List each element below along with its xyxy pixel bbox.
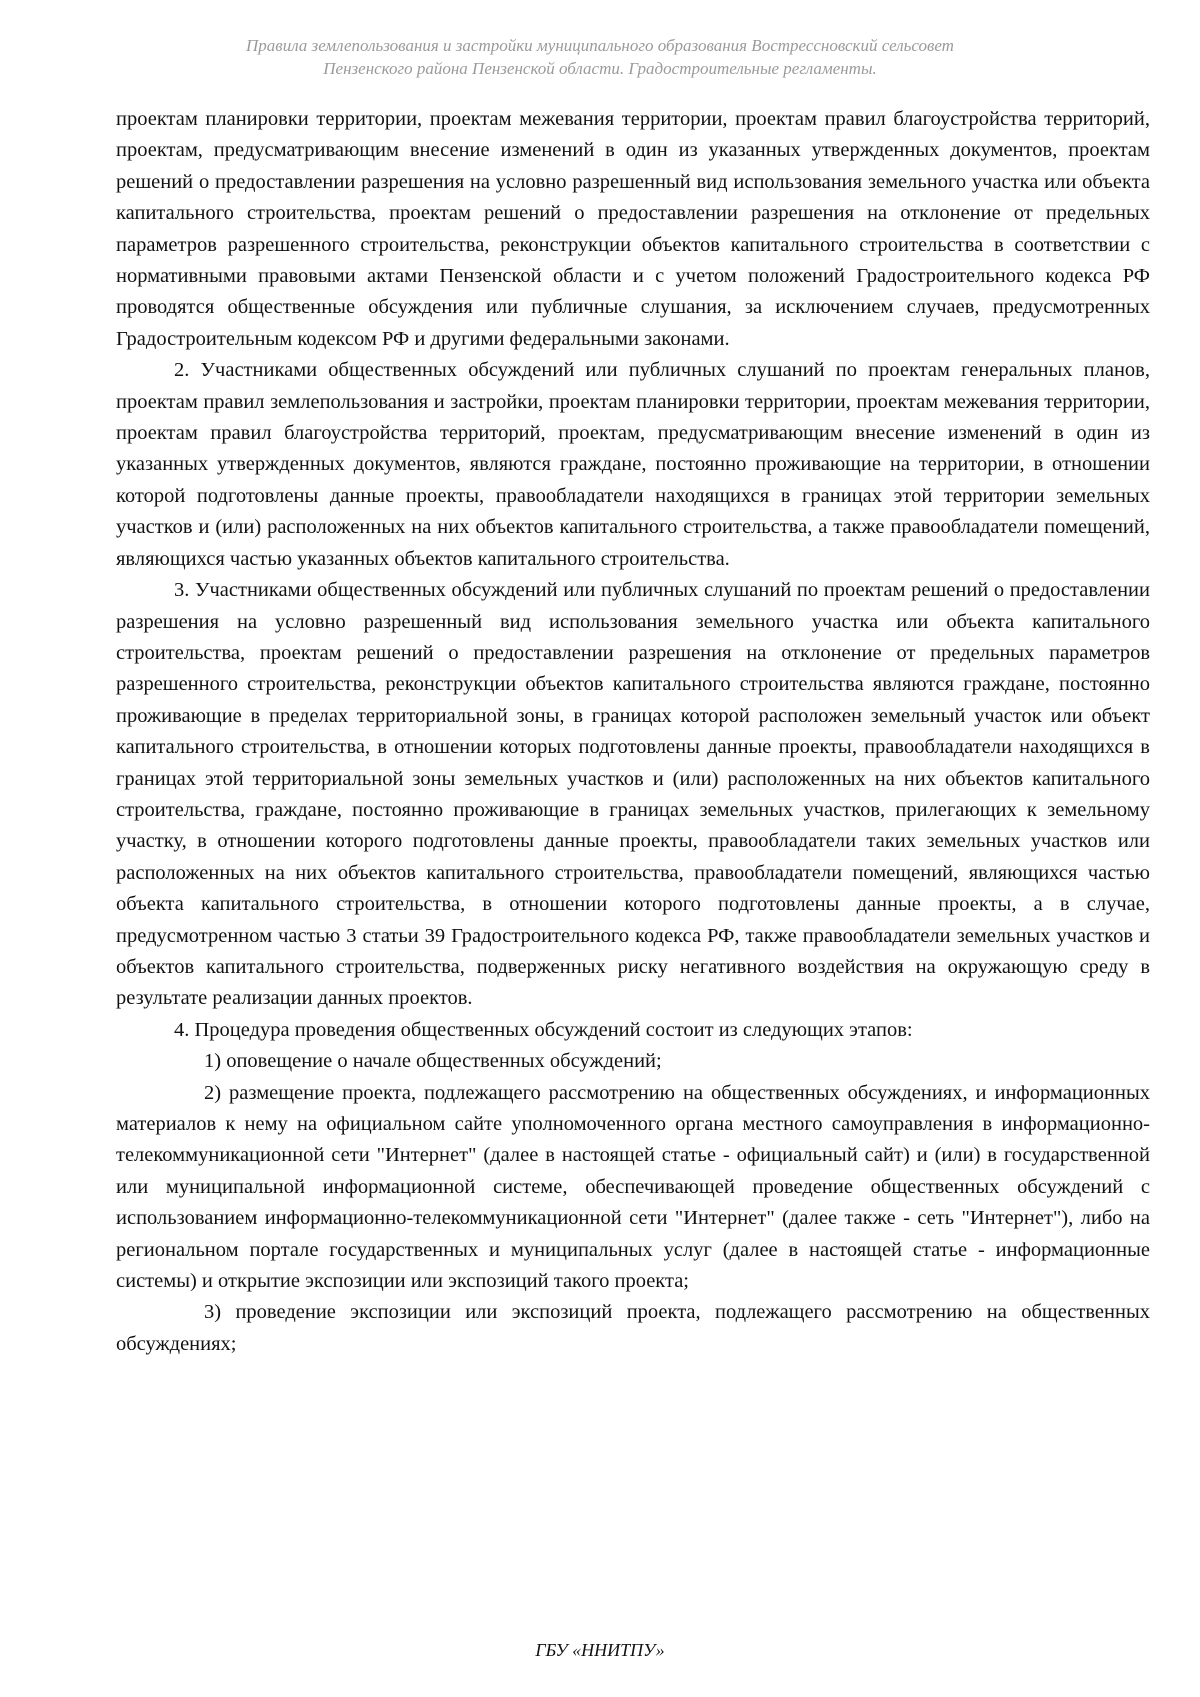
header-line-2: Пензенского района Пензенской области. Градостроительные регламенты. bbox=[323, 59, 877, 78]
paragraph-item-2: 2. Участниками общественных обсуждений или публичных слушаний по проектам генеральных планов, проектам правил землепользования и застройки, проектам планировки территории, проектам межевания территории, проектам правил благоустройства территорий, проектам, предусматривающим внесение изменений в один из указанных утвержденных документов, являются граждане, постоянно проживающие на территории, в отношении которой подготовлены данные проекты, правообладатели находящихся в границах этой территории земельных участков и (или) расположенных на них объектов капитального строительства, а также правообладатели помещений, являющихся частью указанных объектов капитального строительства. bbox=[116, 359, 1150, 570]
page-footer: ГБУ «ННИТПУ» bbox=[535, 1640, 665, 1660]
paragraph-item-4: 4. Процедура проведения общественных обсуждений состоит из следующих этапов: bbox=[174, 1018, 913, 1041]
subitem-1: 1) оповещение о начале общественных обсуждений; bbox=[204, 1050, 662, 1073]
subitem-3: 3) проведение экспозиции или экспозиций проекта, подлежащего рассмотрению на общественных обсуждениях; bbox=[116, 1301, 1150, 1355]
header-line-1: Правила землепользования и застройки муниципального образования Вострессновский сельсовет bbox=[246, 36, 954, 55]
document-body bbox=[116, 104, 1150, 1360]
running-header bbox=[140, 34, 1060, 80]
subitem-2: 2) размещение проекта, подлежащего рассмотрению на общественных обсуждениях, и информационных материалов к нему на официальном сайте уполномоченного органа местного самоуправления в информационно-телекоммуникационной сети "Интернет" (далее в настоящей статье - официальный сайт) и (или) в государственной или муниципальной информационной системе, обеспечивающей проведение общественных обсуждений с использованием информационно-телекоммуникационной сети "Интернет" (далее также - сеть "Интернет"), либо на региональном портале государственных и муниципальных услуг (далее в настоящей статье - информационные системы) и открытие экспозиции или экспозиций такого проекта; bbox=[116, 1081, 1150, 1293]
paragraph-item-3: 3. Участниками общественных обсуждений или публичных слушаний по проектам решений о предоставлении разрешения на условно разрешенный вид использования земельного участка или объекта капитального строительства, проектам решений о предоставлении разрешения на отклонение от предельных параметров разрешенного строительства, реконструкции объектов капитального строительства являются граждане, постоянно проживающие в пределах территориальной зоны, в границах которой расположен земельный участок или объект капитального строительства, в отношении которых подготовлены данные проекты, правообладатели находящихся в границах этой территориальной зоны земельных участков и (или) расположенных на них объектов капитального строительства, граждане, постоянно проживающие в границах земельных участков, прилегающих к земельному участку, в отношении которого подготовлены данные проекты, правообладатели таких земельных участков или расположенных на них объектов капитального строительства, правообладатели помещений, являющихся частью объекта капитального строительства, в отношении которого подготовлены данные проекты, а в случае, предусмотренном частью 3 статьи 39 Градостроительного кодекса РФ, также правообладатели земельных участков и объектов капитального строительства, подверженных риску негативного воздействия на окружающую среду в результате реализации данных проектов. bbox=[116, 579, 1150, 1010]
paragraph-continuation: проектам планировки территории, проектам межевания территории, проектам правил благоустройства территорий, проектам, предусматривающим внесение изменений в один из указанных утвержденных документов, проектам решений о предоставлении разрешения на условно разрешенный вид использования земельного участка или объекта капитального строительства, проектам решений о предоставлении разрешения на отклонение от предельных параметров разрешенного строительства, реконструкции объектов капитального строительства в соответствии с нормативными правовыми актами Пензенской области и с учетом положений Градостроительного кодекса РФ проводятся общественные обсуждения или публичные слушания, за исключением случаев, предусмотренных Градостроительным кодексом РФ и другими федеральными законами. bbox=[116, 108, 1150, 350]
